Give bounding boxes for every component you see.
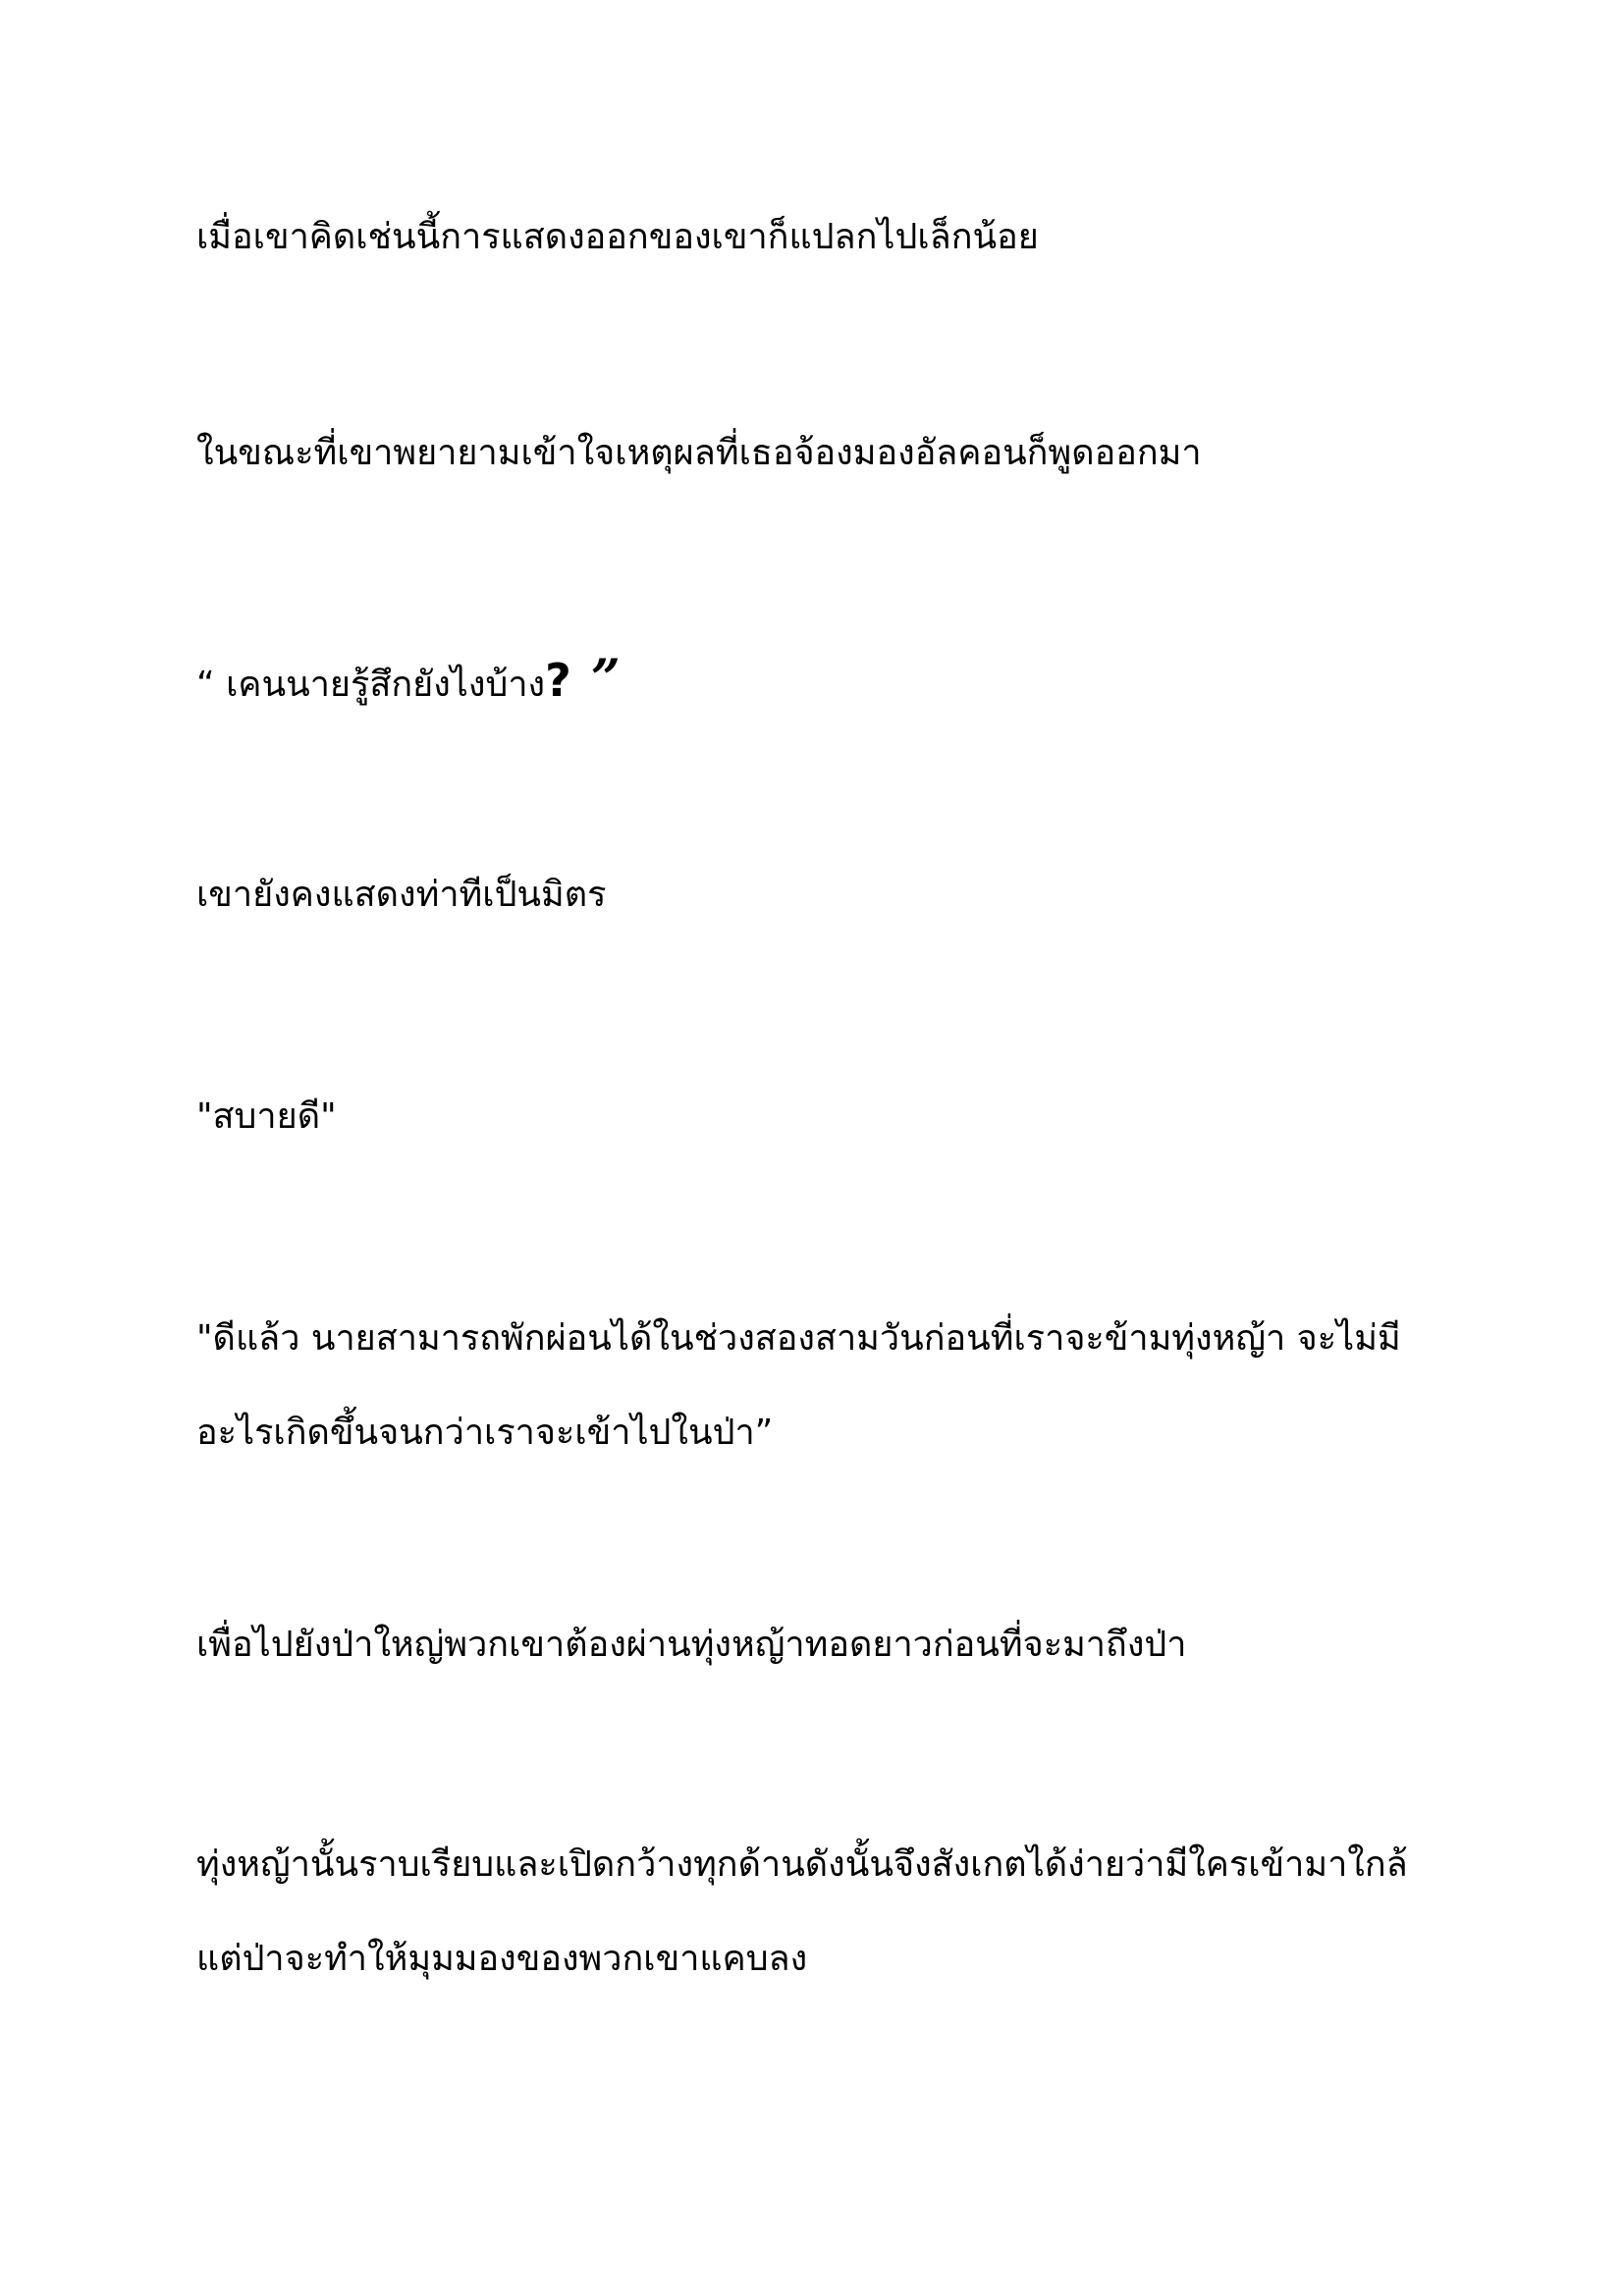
paragraph [196,1292,1434,1480]
dialogue-question [196,632,1434,732]
paragraph [196,1818,1434,2006]
text-line: อะไรเกิดขึ้นจนกว่าเราจะเข้าไปในป่า” [196,1413,774,1453]
question-mark: ? [545,654,571,707]
text-line: "ดีแล้ว นายสามารถพักผ่อนได้ในช่วงสองสามวันก่อนที่เราจะข้ามทุ่งหญ้า จะไม่มี [196,1318,1401,1359]
paragraph [196,406,1434,501]
text-line: แต่ป่าจะทำให้มุมมองของพวกเขาแคบลง [196,1939,808,1979]
paragraph [196,848,1434,942]
text-line: เมื่อเขาคิดเช่นนี้การแสดงออกของเขาก็แปลกไปเล็กน้อย [196,217,1039,257]
close-quote: ” [590,649,621,709]
paragraph [196,190,1434,285]
open-quote: “ [196,665,215,705]
paragraph [196,1598,1434,1692]
text-line: ทุ่งหญ้านั้นราบเรียบและเปิดกว้างทุกด้านดังนั้นจึงสังเกตได้ง่ายว่ามีใครเข้ามาใกล้ [196,1844,1408,1885]
paragraph [196,1070,1434,1164]
text-line: เขายังคงแสดงท่าทีเป็นมิตร [196,875,607,915]
text-line: "สบายดี" [196,1096,337,1137]
text-line: ในขณะที่เขาพยายามเข้าใจเหตุผลที่เธอจ้องมองอัลคอนก็พูดออกมา [196,433,1202,473]
text-line [196,632,1434,732]
text-line: เพื่อไปยังป่าใหญ่พวกเขาต้องผ่านทุ่งหญ้าทอดยาวก่อนที่จะมาถึงป่า [196,1625,1187,1665]
question-text: เคนนายรู้สึกยังไงบ้าง [214,665,546,705]
